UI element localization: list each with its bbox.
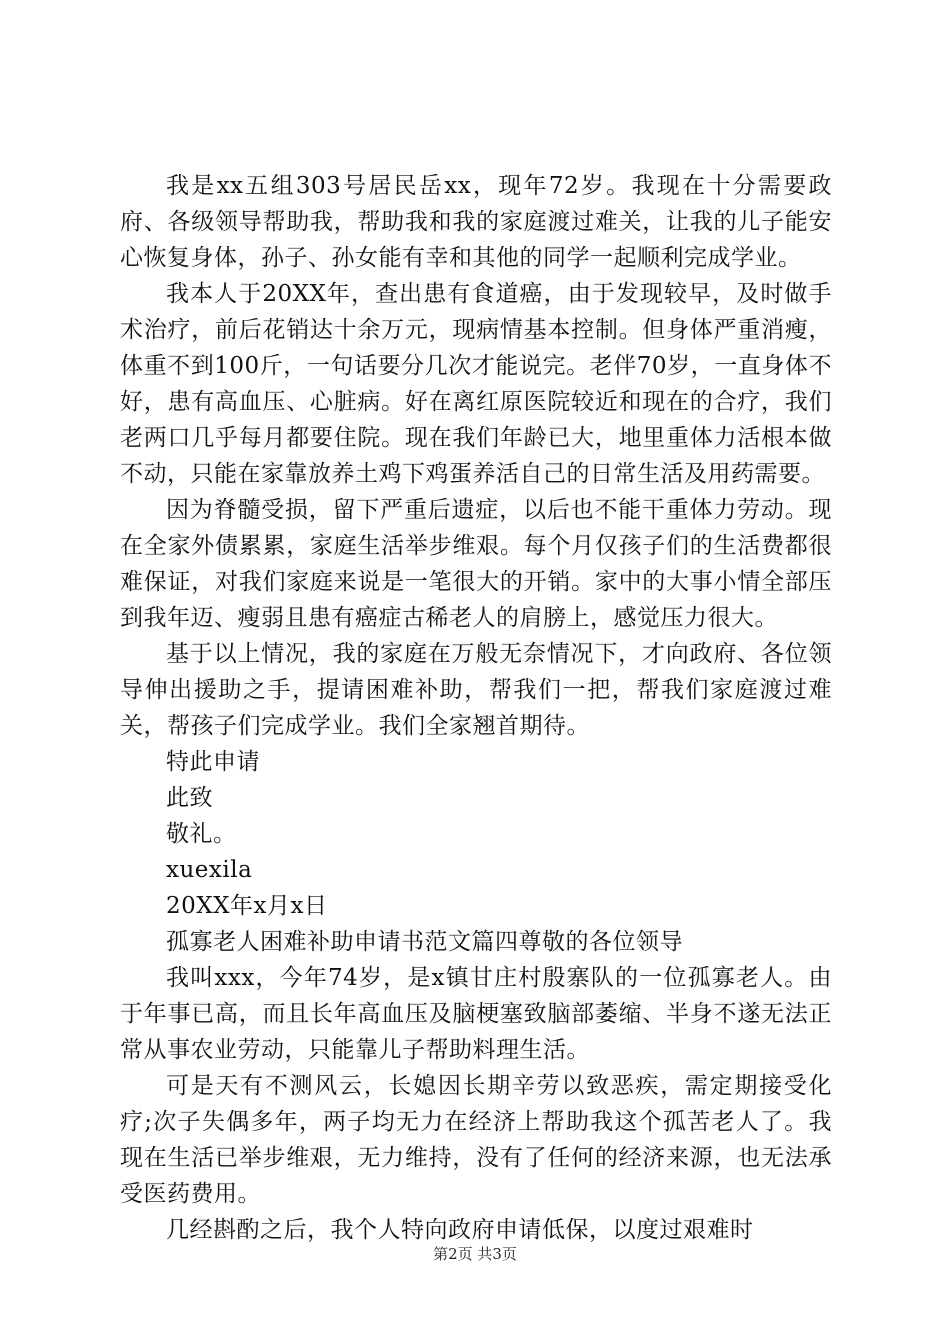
paragraph-elderly-request: 几经斟酌之后，我个人特向政府申请低保，以度过艰难时: [166, 1217, 754, 1243]
date-line: 20XX年x月x日: [166, 893, 328, 919]
document-body: [120, 168, 832, 1248]
paragraph-elderly-intro: 我叫xxx，今年74岁，是x镇甘庄村殷寨队的一位孤寡老人。由于年事已高，而且长年高血压及脑梗塞致脑部萎缩、半身不遂无法正常从事农业劳动，只能靠儿子帮助料理生活。: [120, 965, 832, 1063]
signature-line: xuexila: [166, 857, 253, 883]
page-footer: 第2页 共3页: [433, 1245, 517, 1263]
paragraph-illness: 我本人于20XX年，查出患有食道癌，由于发现较早，及时做手术治疗，前后花销达十余万元，现病情基本控制。但身体严重消瘦，体重不到100斤，一句话要分几次才能说完。老伴70岁，一直身体不好，患有高血压、心脏病。好在离红原医院较近和现在的合疗，我们老两口几乎每月都要住院。现在我们年龄已大，地里重体力活根本做不动，只能在家靠放养土鸡下鸡蛋养活自己的日常生活及用药需要。: [120, 281, 832, 487]
special-request-line: 特此申请: [166, 749, 260, 775]
paragraph-elderly-hardship: 可是天有不测风云，长媳因长期辛劳以致恶疾，需定期接受化疗;次子失偶多年，两子均无力在经济上帮助我这个孤苦老人了。我现在生活已举步维艰，无力维持，没有了任何的经济来源，也无法承受医药费用。: [120, 1073, 832, 1207]
paragraph-request: 基于以上情况，我的家庭在万般无奈情况下，才向政府、各位领导伸出援助之手，提请困难补助，帮我们一把，帮我们家庭渡过难关，帮孩子们完成学业。我们全家翘首期待。: [120, 641, 832, 739]
next-section-title: 孤寡老人困难补助申请书范文篇四尊敬的各位领导: [166, 929, 683, 955]
salutation-line-1: 此致: [166, 785, 213, 811]
paragraph-hardship: 因为脊髓受损，留下严重后遗症，以后也不能干重体力劳动。现在全家外债累累，家庭生活举步维艰。每个月仅孩子们的生活费都很难保证，对我们家庭来说是一笔很大的开销。家中的大事小情全部压到我年迈、瘦弱且患有癌症古稀老人的肩膀上，感觉压力很大。: [120, 497, 832, 631]
paragraph-intro: 我是xx五组303号居民岳xx，现年72岁。我现在十分需要政府、各级领导帮助我，帮助我和我的家庭渡过难关，让我的儿子能安心恢复身体，孙子、孙女能有幸和其他的同学一起顺利完成学业。: [120, 173, 832, 271]
salutation-line-2: 敬礼。: [166, 821, 237, 847]
